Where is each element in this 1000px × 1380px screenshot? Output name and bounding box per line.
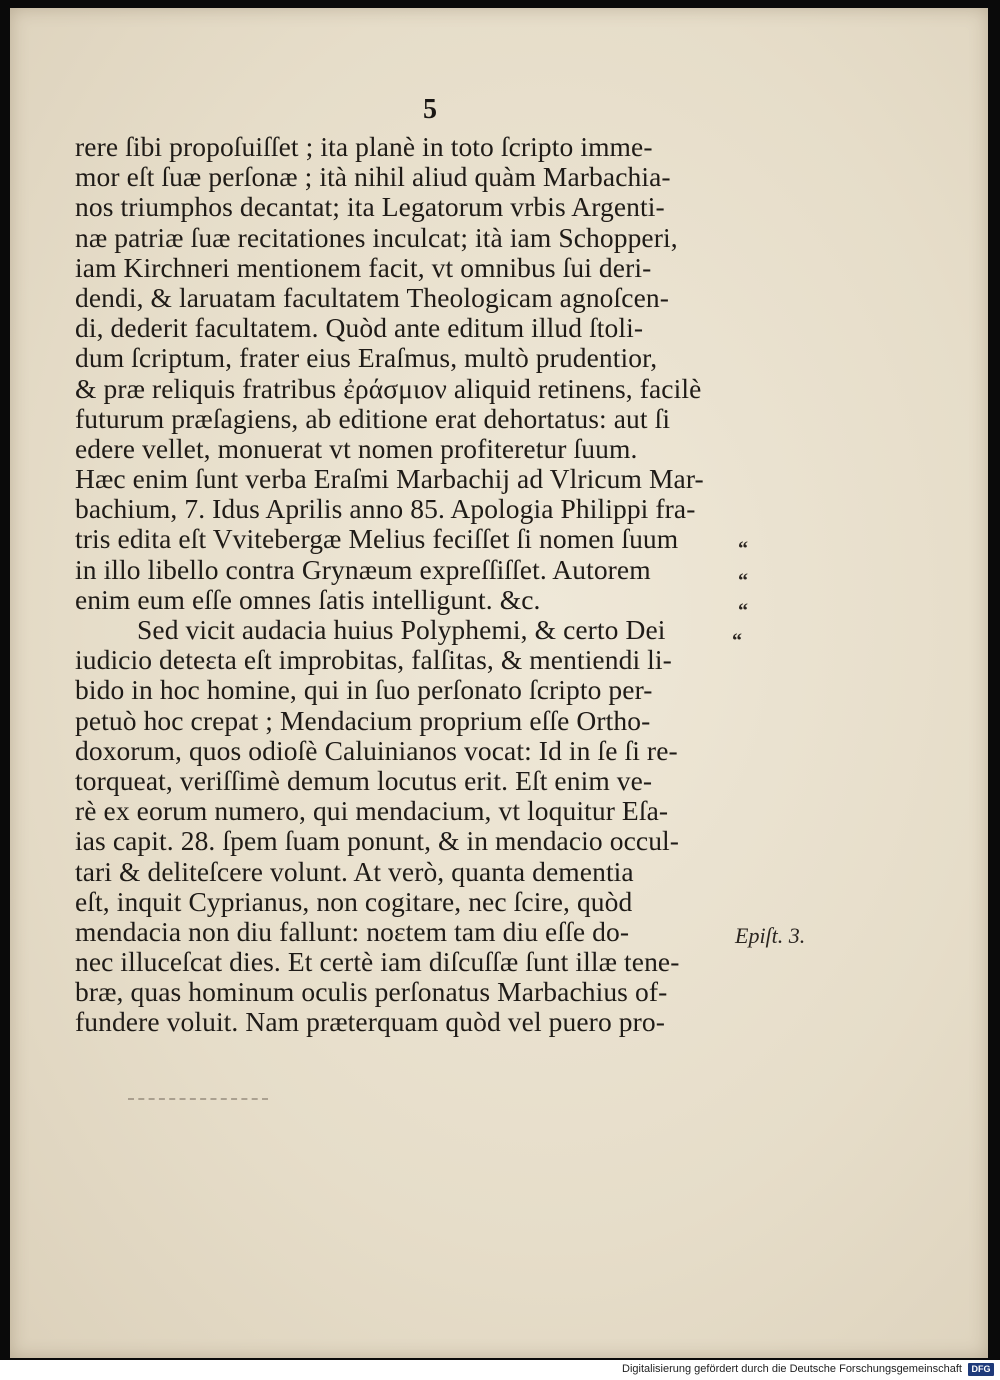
margin-note: Epiſt. 3. <box>735 923 806 948</box>
text-line: næ patriæ ſuæ recitationes inculcat; ità iam Schopperi, <box>75 221 678 253</box>
quote-mark: “ <box>732 630 742 652</box>
text-line: futurum præſagiens, ab editione erat dehortatus: aut ſi <box>75 402 671 434</box>
text-line: di, dederit facultatem. Quòd ante editum illud ſtoli- <box>75 312 644 344</box>
text-line: tari & deliteſcere volunt. At verò, quanta dementia <box>75 855 634 887</box>
paragraph-start-line: Sed vicit audacia huius Polyphemi, & certo Dei <box>137 614 666 645</box>
text-line: dendi, & laruatam facultatem Theologicam agnoſcen- <box>75 281 669 313</box>
text-line: in illo libello contra Grynæum expreſſiſſet. Autorem <box>75 553 651 585</box>
funding-notice: Digitalisierung gefördert durch die Deutsche Forschungsgemeinschaft <box>622 1363 962 1375</box>
body-text <box>75 132 755 1038</box>
text-line: doxorum, quos odioſè Caluinianos vocat: Id in ſe ſi re- <box>75 734 678 766</box>
text-line: edere vellet, monuerat vt nomen profiteretur ſuum. <box>75 432 638 464</box>
text-line: eſt, inquit Cyprianus, non cogitare, nec ſcire, quòd <box>75 885 633 917</box>
footer-bar <box>0 1360 1000 1380</box>
text-line: fundere voluit. Nam præterquam quòd vel puero pro- <box>75 1006 665 1038</box>
text-line: mor eſt ſuæ perſonæ ; ità nihil aliud quàm Marbachia- <box>75 161 671 193</box>
text-line: rè ex eorum numero, qui mendacium, vt loquitur Eſa- <box>75 795 669 827</box>
book-page <box>10 8 988 1358</box>
text-line: & præ reliquis fratribus ἐράσμιον aliquid retinens, facilè <box>75 372 702 404</box>
text-line: iudicio deteɛta eſt improbitas, falſitas, & mentiendi li- <box>75 644 672 676</box>
text-line: Hæc enim ſunt verba Eraſmi Marbachij ad Vlricum Mar- <box>75 463 704 495</box>
text-line: torqueat, veriſſimè demum locutus erit. Eſt enim ve- <box>75 764 653 796</box>
text-line: ias capit. 28. ſpem ſuam ponunt, & in mendacio occul- <box>75 825 680 857</box>
text-line: enim eum eſſe omnes ſatis intelligunt. &c. <box>75 583 541 615</box>
text-line: nec illuceſcat dies. Et certè iam diſcuſſæ ſunt illæ tene- <box>75 946 680 978</box>
text-line: iam Kirchneri mentionem facit, vt omnibus ſui deri- <box>75 251 652 283</box>
page-number: 5 <box>423 94 437 125</box>
text-line: bræ, quas hominum oculis perſonatus Marbachius of- <box>75 976 668 1008</box>
quote-mark: “ <box>738 570 748 592</box>
text-line: petuò hoc crepat ; Mendacium proprium eſſe Ortho- <box>75 704 651 736</box>
text-line: nos triumphos decantat; ita Legatorum vrbis Argenti- <box>75 191 665 223</box>
text-line: bido in hoc homine, qui in ſuo perſonato ſcripto per- <box>75 674 653 706</box>
bleed-through-marks <box>128 1098 268 1102</box>
dfg-logo-icon: DFG <box>968 1363 994 1376</box>
text-line: rere ſibi propoſuiſſet ; ita planè in toto ſcripto imme- <box>75 131 653 162</box>
text-line: mendacia non diu fallunt: noɛtem tam diu eſſe do- <box>75 915 630 947</box>
quote-mark: “ <box>738 538 748 560</box>
text-line: dum ſcriptum, frater eius Eraſmus, multò prudentior, <box>75 342 658 374</box>
text-line: bachium, 7. Idus Aprilis anno 85. Apologia Philippi fra- <box>75 493 696 525</box>
quote-mark: “ <box>738 600 748 622</box>
text-line: tris edita eſt Vvitebergæ Melius feciſſet ſi nomen ſuum <box>75 523 679 555</box>
